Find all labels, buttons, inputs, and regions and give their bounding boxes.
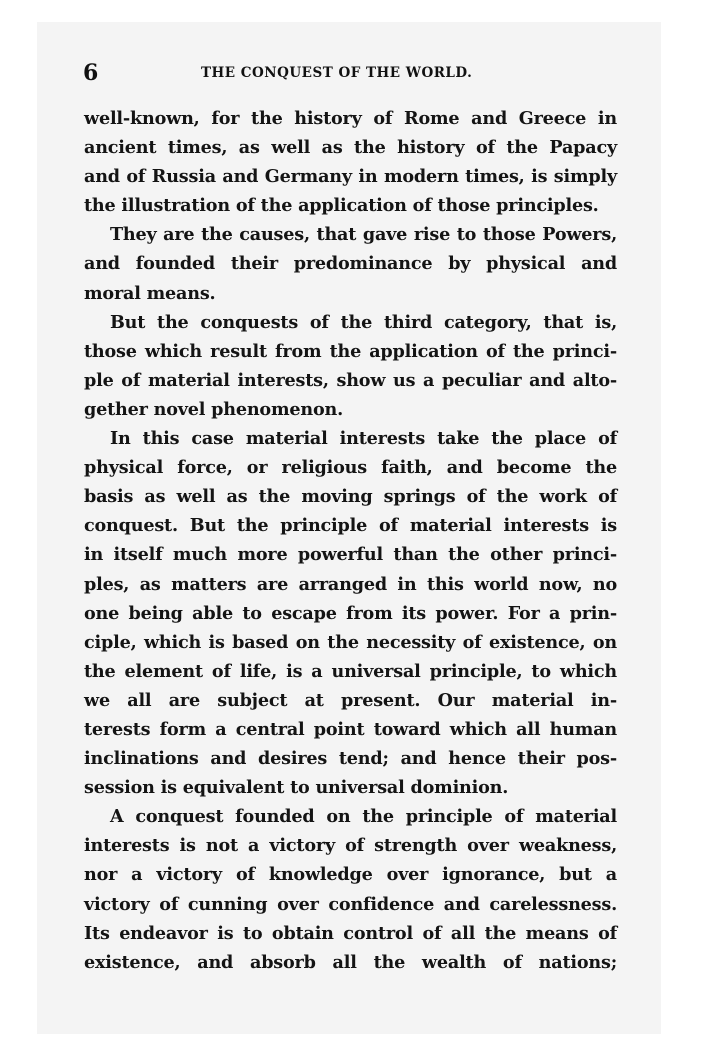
text-line: we all are subject at present. Our material in- <box>84 689 617 711</box>
text-line: well-known, for the history of Rome and Greece in <box>84 108 617 129</box>
text-line: But the conquests of the third category, that is, <box>110 311 617 333</box>
text-line: moral means. <box>84 282 216 304</box>
text-line: Its endeavor is to obtain control of all the means of <box>84 922 617 944</box>
text-line: existence, and absorb all the wealth of nations; <box>84 951 617 973</box>
text-line: the illustration of the application of those principles. <box>84 195 599 217</box>
text-line: those which result from the application of the princi- <box>84 340 617 362</box>
text-line: and founded their predominance by physical and <box>84 253 617 275</box>
text-line: ple of material interests, show us a peculiar and alto- <box>84 369 617 391</box>
text-line: In this case material interests take the place of <box>110 428 617 450</box>
page-header <box>83 58 623 94</box>
text-line: terests form a central point toward which all human <box>84 718 617 740</box>
text-line: gether novel phenomenon. <box>84 398 344 420</box>
text-line: in itself much more powerful than the other princi- <box>84 544 617 566</box>
text-line: ciple, which is based on the necessity of existence, on <box>84 631 617 653</box>
text-line: session is equivalent to universal dominion. <box>84 777 509 799</box>
text-line: inclinations and desires tend; and hence their pos- <box>84 748 617 770</box>
text-line: one being able to escape from its power. For a prin- <box>84 602 617 624</box>
text-line: victory of cunning over confidence and carelessness. <box>84 893 617 915</box>
page-number: 6 <box>83 60 99 86</box>
text-line: interests is not a victory of strength over weakness, <box>84 835 617 857</box>
body-text <box>84 104 617 977</box>
text-line: physical force, or religious faith, and become the <box>84 457 617 479</box>
text-line: ancient times, as well as the history of the Papacy <box>84 137 617 159</box>
running-head: THE CONQUEST OF THE WORLD. <box>201 65 473 81</box>
text-line: A conquest founded on the principle of material <box>110 806 617 828</box>
text-line: They are the causes, that gave rise to those Powers, <box>110 224 617 246</box>
text-line: the element of life, is a universal principle, to which <box>84 660 617 682</box>
text-line: ples, as matters are arranged in this world now, no <box>84 573 617 595</box>
text-line: and of Russia and Germany in modern times, is simply <box>84 166 617 188</box>
text-line: conquest. But the principle of material interests is <box>84 515 617 537</box>
text-line: nor a victory of knowledge over ignorance, but a <box>84 864 617 886</box>
text-line: basis as well as the moving springs of the work of <box>84 486 617 508</box>
